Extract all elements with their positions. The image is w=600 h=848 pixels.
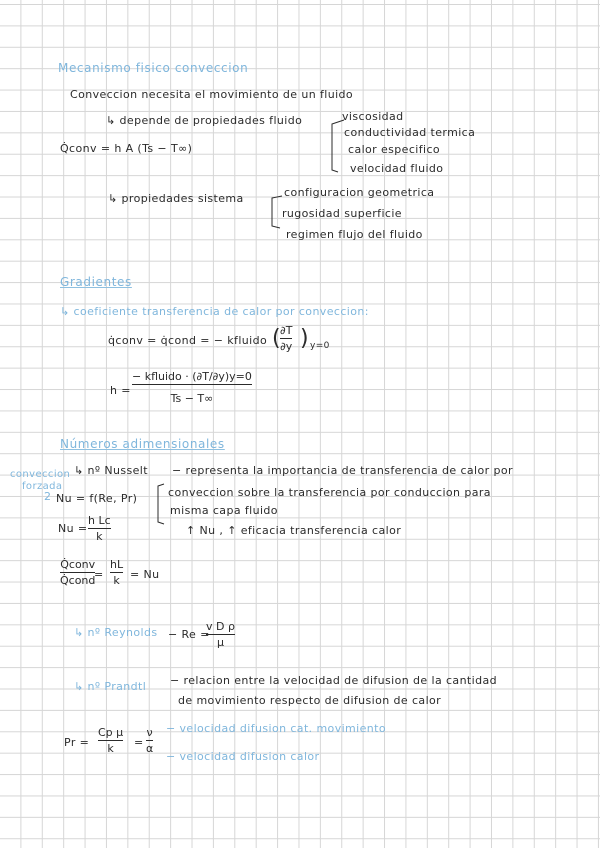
fraction-numerator: − kfluido · (∂T/∂y)y=0 — [132, 370, 252, 383]
system-prop-item: regimen flujo del fluido — [286, 228, 423, 241]
nu-lhs: Nu = — [58, 522, 88, 535]
fraction-numerator: ∂T — [280, 324, 293, 337]
section-subtitle-coeficiente: ↳ coeficiente transferencia de calor por conveccion: — [60, 305, 369, 318]
prandtl-label: ↳ nº Prandtl — [74, 680, 147, 693]
fraction-bar — [98, 740, 123, 741]
fraction-bar — [88, 528, 111, 529]
fraction-denominator: α — [146, 742, 154, 755]
fraction-denominator: μ — [216, 636, 224, 649]
prandtl-numerator-note: − velocidad difusion cat. movimiento — [166, 722, 387, 735]
fraction-denominator: ∂y — [280, 340, 293, 353]
conveccion-statement: Conveccion necesita el movimiento de un fluido — [70, 88, 354, 101]
section-title-mecanismo: Mecanismo fisico conveccion — [58, 61, 249, 75]
fraction-numerator: Q̇conv — [60, 558, 96, 571]
fraction-numerator: Cp μ — [98, 726, 124, 739]
prandtl-description: − relacion entre la velocidad de difusion de la cantidad — [170, 674, 498, 687]
nu-func-marker: 2 — [44, 490, 52, 503]
h-label: h = — [110, 384, 131, 397]
nu-fraction — [88, 514, 111, 543]
equals-sign: = — [134, 736, 144, 749]
fluid-prop-item: viscosidad — [342, 110, 404, 123]
fluid-prop-item: calor especifico — [348, 143, 441, 156]
fluid-prop-item: velocidad fluido — [350, 162, 444, 175]
section-title-gradientes: Gradientes — [60, 275, 132, 289]
fraction-numerator: ν — [146, 726, 153, 739]
depends-fluid-props: ↳ depende de propiedades fluido — [106, 114, 303, 127]
dT-dy-fraction — [280, 324, 292, 353]
fluid-prop-item: conductividad termica — [344, 126, 476, 139]
reynolds-fraction — [206, 620, 235, 649]
h-fraction — [132, 370, 252, 405]
fraction-denominator: k — [113, 574, 120, 587]
nusselt-function: Nu = f(Re, Pr) — [56, 492, 138, 505]
fraction-bar — [146, 740, 153, 741]
side-note-conveccion: conveccion — [10, 469, 71, 480]
fraction-bar — [206, 634, 235, 635]
pr-lhs: Pr = — [64, 736, 90, 749]
hl-over-k-fraction — [110, 558, 123, 587]
paren-close: ) — [300, 326, 309, 351]
nusselt-label: ↳ nº Nusselt — [74, 464, 148, 477]
fraction-denominator: k — [96, 530, 103, 543]
cp-mu-over-k-fraction — [98, 726, 123, 755]
heat-ratio-fraction — [60, 558, 95, 587]
equals-sign: = — [94, 568, 104, 581]
fraction-denominator: k — [107, 742, 114, 755]
system-prop-item: rugosidad superficie — [282, 207, 402, 220]
paren-open: ( — [272, 326, 281, 351]
prandtl-denominator-note: − velocidad difusion calor — [166, 750, 320, 763]
prandtl-description: de movimiento respecto de difusion de calor — [178, 694, 442, 707]
fraction-denominator: Q̇cond — [60, 574, 96, 587]
nusselt-efficiency-note: ↑ Nu , ↑ eficacia transferencia calor — [186, 524, 402, 537]
gradient-equation-left: q̇conv = q̇cond = − kfluido — [108, 334, 268, 347]
nusselt-description: − representa la importancia de transferencia de calor por — [172, 464, 513, 477]
system-prop-item: configuracion geometrica — [284, 186, 435, 199]
conv-heat-formula: Q̇conv = h A (Ts − T∞) — [60, 142, 193, 155]
fraction-bar — [280, 338, 292, 339]
fraction-bar — [60, 572, 95, 573]
fraction-numerator: hL — [110, 558, 124, 571]
nu-over-alpha-fraction — [146, 726, 153, 755]
reynolds-lhs: − Re = — [168, 628, 210, 641]
fraction-bar — [132, 384, 252, 385]
fraction-denominator: Ts − T∞ — [170, 392, 214, 405]
system-props-label: ↳ propiedades sistema — [108, 192, 244, 205]
reynolds-label: ↳ nº Reynolds — [74, 626, 158, 639]
fraction-numerator: v D ρ — [206, 620, 235, 633]
gradient-eval-sub: y=0 — [310, 341, 330, 351]
fraction-bar — [110, 572, 123, 573]
nusselt-description: conveccion sobre la transferencia por conduccion para — [168, 486, 491, 499]
fraction-numerator: h Lc — [88, 514, 111, 527]
section-title-adimensionales: Números adimensionales — [60, 437, 225, 451]
nusselt-description: misma capa fluido — [170, 504, 278, 517]
side-note-forzada: forzada — [22, 481, 63, 492]
equals-nu: = Nu — [130, 568, 160, 581]
nusselt-brace — [156, 484, 168, 526]
